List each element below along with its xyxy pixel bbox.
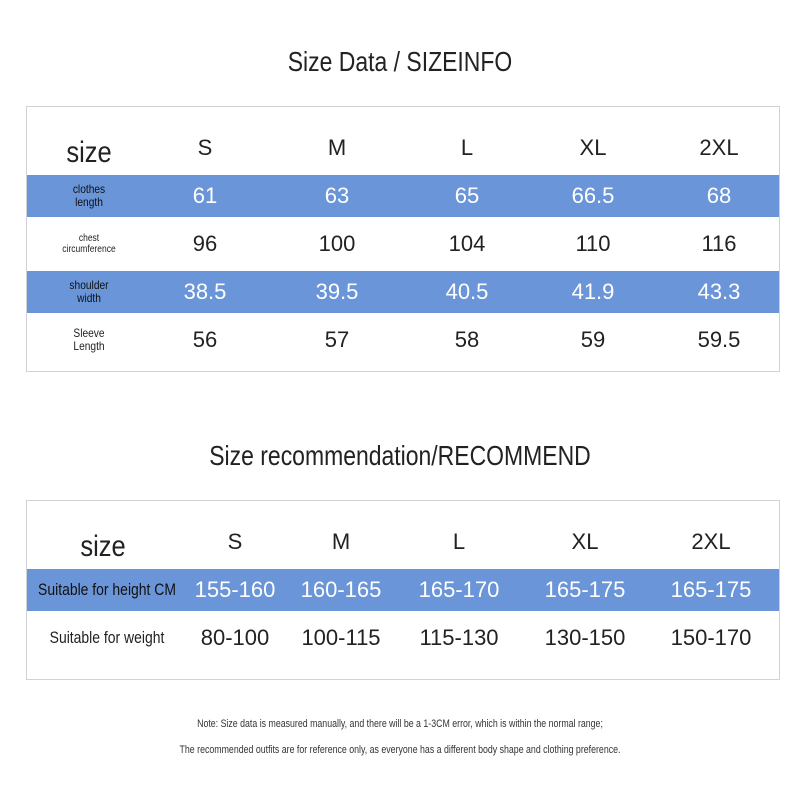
value-cell: 165-175 — [670, 576, 752, 602]
size-recommendation-table — [26, 500, 780, 680]
recommend-header-s: S — [227, 528, 243, 554]
size-header-label: size — [66, 135, 112, 169]
value-cell: 115-130 — [419, 624, 499, 650]
table-row — [27, 175, 779, 217]
note-reference: The recommended outfits are for reference only, as everyone has a different body shape and clothing preference. — [179, 744, 621, 756]
value-cell: 56 — [192, 326, 218, 352]
size-data-table — [26, 106, 780, 372]
row-label-weight: Suitable for weight — [49, 627, 165, 647]
value-cell: 110 — [575, 230, 611, 256]
table-row — [27, 223, 779, 265]
value-cell: 58 — [454, 326, 480, 352]
table-row — [27, 319, 779, 361]
value-cell: 41.9 — [571, 278, 615, 304]
size-header-2xl: 2XL — [699, 134, 739, 160]
recommend-header-xl: XL — [571, 528, 599, 554]
value-cell: 43.3 — [697, 278, 741, 304]
value-cell: 116 — [701, 230, 737, 256]
value-cell: 104 — [448, 230, 486, 256]
row-label-height: Suitable for height CM — [38, 579, 176, 599]
value-cell: 39.5 — [315, 278, 359, 304]
value-cell: 96 — [192, 230, 218, 256]
value-cell: 100-115 — [301, 624, 381, 650]
note-measurement: Note: Size data is measured manually, and there will be a 1-3CM error, which is within the normal range; — [197, 718, 603, 730]
row-label-chest-circumference: chest circumference — [62, 233, 116, 255]
recommend-header-l: L — [452, 528, 466, 554]
table-row — [27, 271, 779, 313]
value-cell: 155-160 — [194, 576, 276, 602]
value-cell: 150-170 — [670, 624, 752, 650]
row-label-sleeve-length: Sleeve Length — [73, 325, 105, 353]
recommend-header-2xl: 2XL — [691, 528, 731, 554]
value-cell: 65 — [454, 182, 480, 208]
size-data-title: Size Data / SIZEINFO — [287, 46, 513, 77]
value-cell: 130-150 — [544, 624, 626, 650]
value-cell: 57 — [324, 326, 350, 352]
value-cell: 63 — [324, 182, 350, 208]
row-label-shoulder-width: shoulder width — [69, 277, 109, 305]
value-cell: 61 — [192, 182, 218, 208]
recommend-header-m: M — [331, 528, 351, 554]
value-cell: 38.5 — [183, 278, 227, 304]
size-header-xl: XL — [579, 134, 607, 160]
value-cell: 80-100 — [200, 624, 270, 650]
recommend-header-label: size — [80, 529, 126, 563]
value-cell: 165-170 — [418, 576, 500, 602]
size-header-row — [27, 127, 779, 169]
value-cell: 66.5 — [571, 182, 615, 208]
table-row — [27, 617, 779, 659]
size-header-l: L — [460, 134, 474, 160]
value-cell: 59.5 — [697, 326, 741, 352]
value-cell: 165-175 — [544, 576, 626, 602]
value-cell: 59 — [580, 326, 606, 352]
value-cell: 68 — [706, 182, 732, 208]
table-row — [27, 569, 779, 611]
value-cell: 100 — [318, 230, 356, 256]
size-header-m: M — [327, 134, 347, 160]
size-header-s: S — [197, 134, 213, 160]
value-cell: 160-165 — [300, 576, 382, 602]
recommend-header-row — [27, 521, 779, 563]
row-label-clothes-length: clothes length — [72, 181, 106, 209]
size-recommendation-title: Size recommendation/RECOMMEND — [209, 440, 591, 471]
value-cell: 40.5 — [445, 278, 489, 304]
